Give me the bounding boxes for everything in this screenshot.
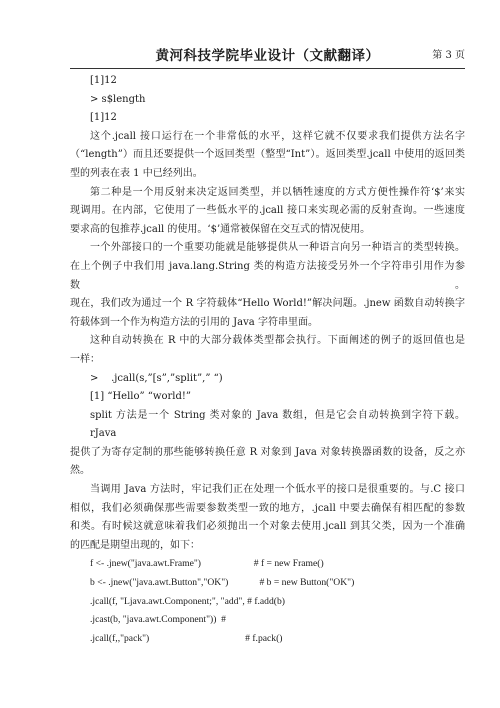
code-line: b <- .jnew("java.awt.Button","OK") # b = new Button("OK") [90, 577, 355, 589]
document-body [70, 72, 465, 648]
text-line: （“length”）而且还要提供一个返回类型（整型“Int”）。返回类型.jcall 中使用的返回类 [70, 149, 465, 161]
text-line: 这种自动转换在 R 中的大部分载体类型都会执行。下面阐述的例子的返回值也是 [90, 335, 465, 347]
text-line: > .jcall(s,”[s”,”split”,” “) [90, 372, 223, 384]
text-line: 一样： [70, 353, 100, 365]
text-line: [1]12 [90, 112, 117, 124]
text-line: [1] “Hello” “world!” [90, 391, 192, 403]
text-line: 提供了为寄存定制的那些能够转换任意 R 对象到 Java 对象转换器函数的设备，反之亦 [70, 446, 465, 458]
text-line: 然。 [70, 465, 90, 477]
header-title: 黄河科技学院毕业设计（文献翻译） [155, 48, 380, 64]
text-line: 在上个例子中我们用 java.lang.String 类的构造方法接受另外一个字符串引用作为参数。 [70, 260, 465, 291]
text-line: [1]12 [90, 75, 117, 86]
text-line: 要求高的包推荐.jcall 的使用。‘$’通常被保留在交互式的情况使用。 [70, 223, 371, 235]
text-line: 相似，我们必须确保那些需要参数类型一致的地方，.jcall 中要去确保有相匹配的参数 [70, 502, 465, 514]
text-line: 当调用 Java 方法时，牢记我们正在处理一个低水平的接口是很重要的。与.C 接口 [90, 484, 465, 496]
code-line: .jcall(f,,"pack") # f.pack() [90, 632, 283, 644]
text-line: split 方法是一个 String 类对象的 Java 数组，但是它会自动转换到字符下载。rJava [90, 409, 465, 440]
text-line: 的匹配是期望出现的，如下： [70, 539, 200, 551]
text-line: 一个外部接口的一个重要功能就是能够提供从一种语言向另一种语言的类型转换。 [90, 242, 465, 254]
code-line: f <- .jnew("java.awt.Frame") # f = new Frame() [90, 558, 324, 570]
text-line: 和类。有时候这就意味着我们必须抛出一个对象去使用.jcall 到其父类，因为一个准确 [70, 521, 465, 533]
text-line: 现调用。在内部，它使用了一些低水平的.jcall 接口来实现必需的反射查询。一些速度 [70, 205, 465, 217]
text-line: > s$length [90, 93, 146, 105]
text-line: 这个.jcall 接口运行在一个非常低的水平，这样它就不仅要求我们提供方法名字 [90, 130, 465, 142]
code-line: .jcall(f, "Ljava.awt.Component;", "add", # f.add(b) [90, 595, 285, 607]
text-line: 第二种是一个用反射来决定返回类型，并以牺牲速度的方式方便性操作符‘$’来实 [90, 186, 465, 198]
text-line: 现在，我们改为通过一个 R 字符载体“Hello World!”解决问题。.jnew 函数自动转换字 [70, 298, 465, 310]
text-line: 型的列表在表 1 中已经列出。 [70, 167, 203, 179]
text-line: 符载体到一个作为构造方法的引用的 Java 字符串里面。 [70, 316, 318, 328]
code-line: .jcast(b, "java.awt.Component")) # [90, 614, 226, 626]
page-number: 第 3 页 [432, 50, 465, 61]
page-header [70, 40, 465, 69]
